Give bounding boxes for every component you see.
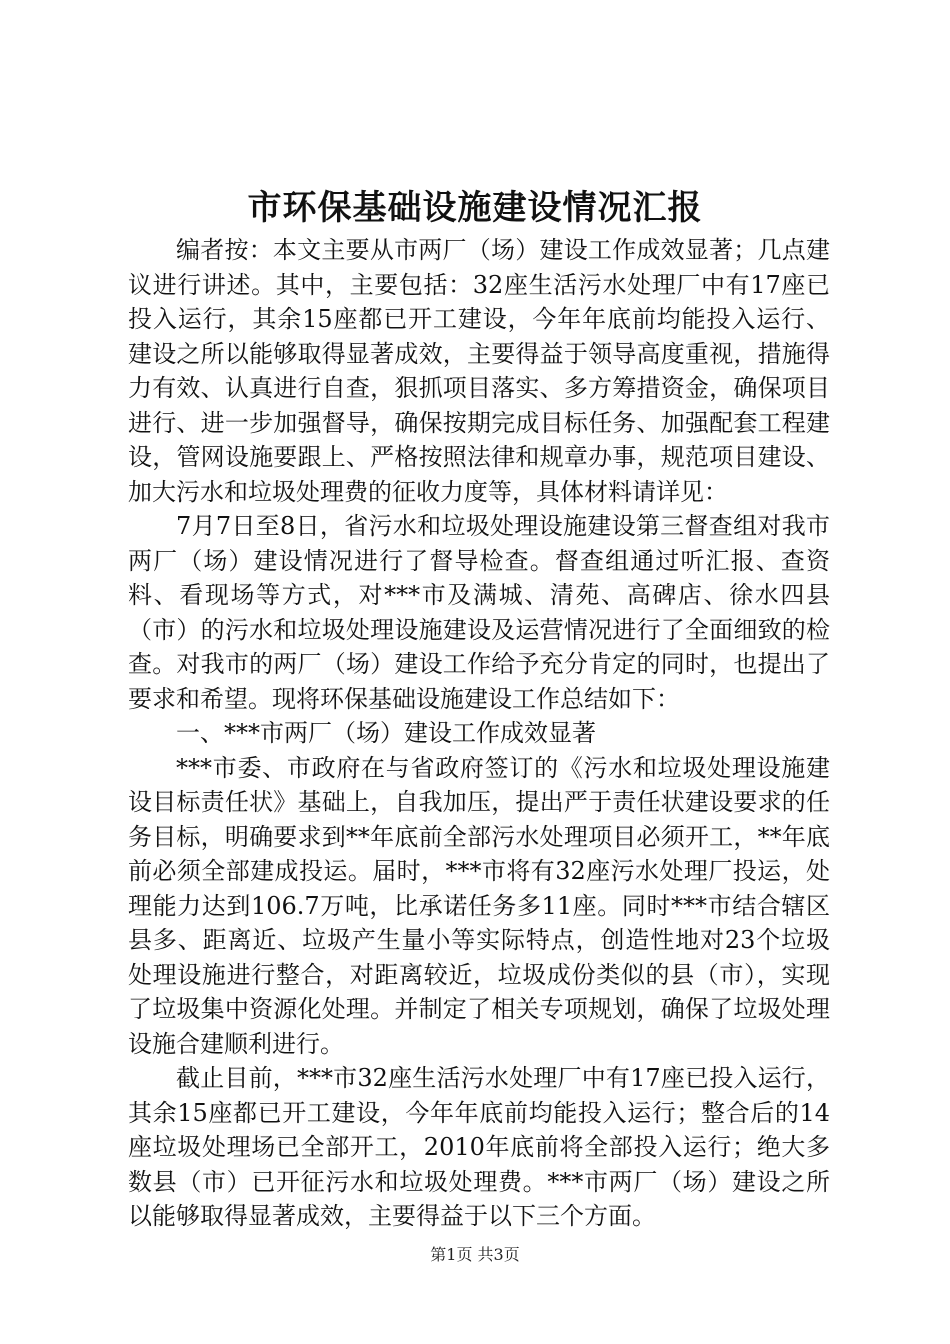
editor-note-paragraph: 编者按：本文主要从市两厂（场）建设工作成效显著；几点建议进行讲述。其中，主要包括：32座生活污水处理厂中有17座已投入运行，其余15座都已开工建设，今年年底前均能投入运行、建设之所以能够取得显著成效，主要得益于领导高度重视，措施得力有效、认真进行自查，狠抓项目落实、多方筹措资金，确保项目进行、进一步加强督导，确保按期完成目标任务、加强配套工程建设，管网设施要跟上、严格按照法律和规章办事，规范项目建设、加大污水和垃圾处理费的征收力度等，具体材料请详见： (128, 236, 830, 506)
achievement-paragraph: ***市委、市政府在与省政府签订的《污水和垃圾处理设施建设目标责任状》基础上，自我加压，提出严于责任状建设要求的任务目标，明确要求到**年底前全部污水处理项目必须开工，**年底前必须全部建成投运。届时，***市将有32座污水处理厂投运，处理能力达到106.7万吨，比承诺任务多11座。同时***市结合辖区县多、距离近、垃圾产生量小等实际特点，创造性地对23个垃圾处理设施进行整合，对距离较近，垃圾成份类似的县（市），实现了垃圾集中资源化处理。并制定了相关专项规划，确保了垃圾处理设施合建顺利进行。 (128, 753, 830, 1058)
document-body (128, 233, 830, 1234)
inspection-paragraph: 7月7日至8日，省污水和垃圾处理设施建设第三督查组对我市两厂（场）建设情况进行了督导检查。督查组通过听汇报、查资料、看现场等方式，对***市及满城、清苑、高碑店、徐水四县（市）的污水和垃圾处理设施建设及运营情况进行了全面细致的检查。对我市的两厂（场）建设工作给予充分肯定的同时，也提出了要求和希望。现将环保基础设施建设工作总结如下： (128, 512, 830, 713)
progress-paragraph: 截止目前，***市32座生活污水处理厂中有17座已投入运行，其余15座都已开工建设，今年年底前均能投入运行；整合后的14座垃圾处理场已全部开工，2010年底前将全部投入运行；绝大多数县（市）已开征污水和垃圾处理费。***市两厂（场）建设之所以能够取得显著成效，主要得益于以下三个方面。 (128, 1064, 830, 1230)
page-footer: 第1页 共3页 (430, 1245, 520, 1264)
document-title: 市环保基础设施建设情况汇报 (247, 188, 703, 228)
section-heading: 一、***市两厂（场）建设工作成效显著 (176, 719, 596, 747)
